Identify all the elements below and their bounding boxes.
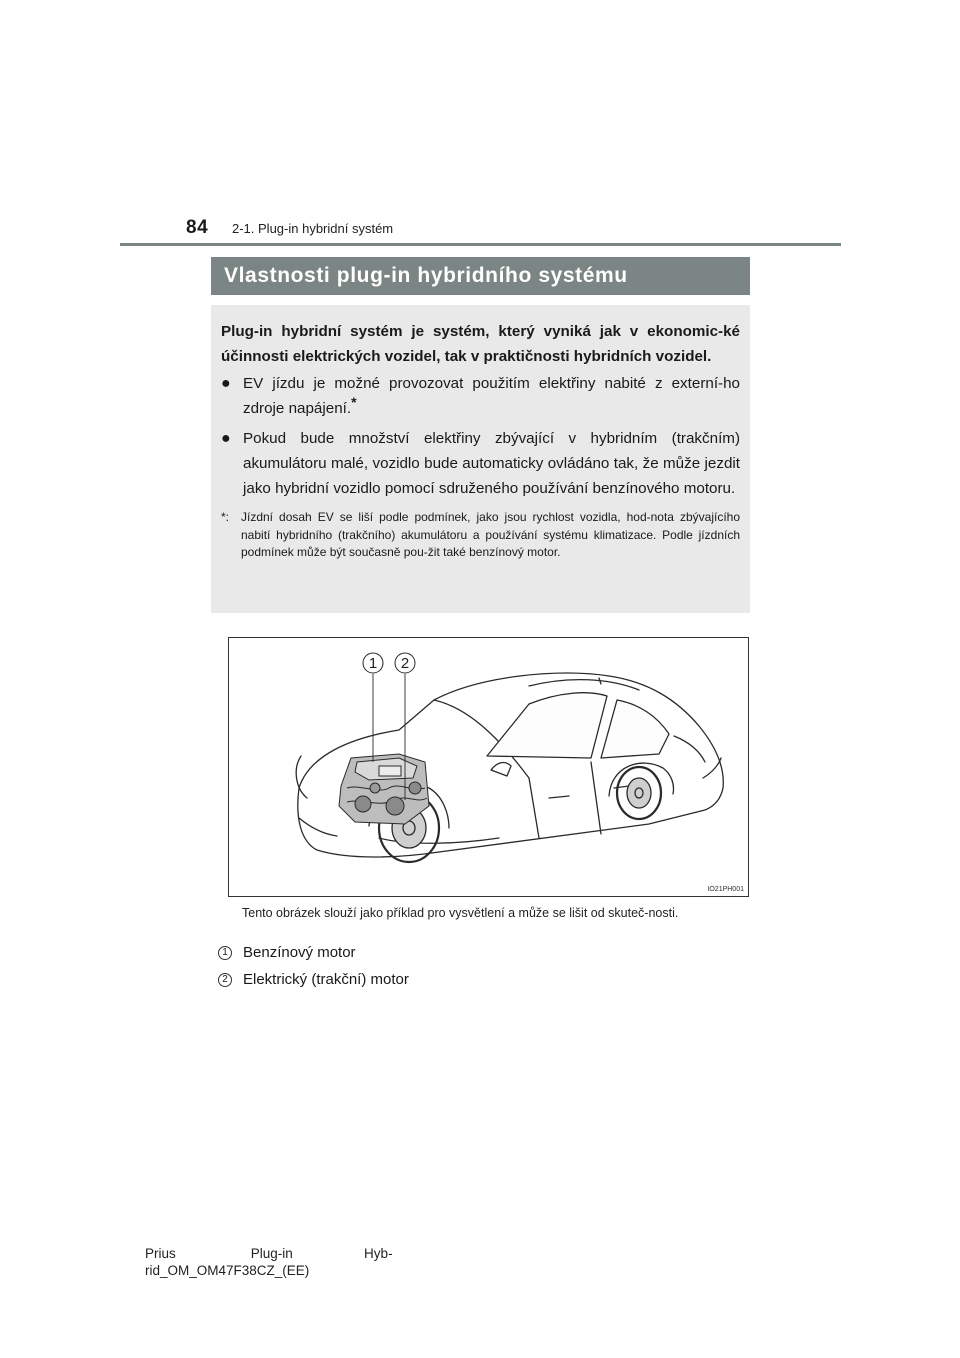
bullet-dot-icon: ● bbox=[221, 375, 231, 392]
callout-markers bbox=[363, 653, 415, 673]
callout-1: 1 bbox=[368, 655, 378, 672]
legend-item-1 bbox=[218, 944, 356, 961]
car-illustration bbox=[229, 638, 748, 896]
legend-label: Elektrický (trakční) motor bbox=[243, 971, 409, 988]
figure-caption: Tento obrázek slouží jako příklad pro vysvětlení a může se lišit od skuteč-nosti. bbox=[242, 906, 679, 920]
callout-2: 2 bbox=[400, 655, 410, 672]
intro-text: Plug-in hybridní systém je systém, který vyniká jak v ekonomic-ké účinnosti elektrických vozidel, tak v praktičnosti hybridních vozidel. bbox=[221, 323, 740, 365]
bullet-item bbox=[221, 426, 740, 501]
footnote bbox=[221, 509, 740, 562]
bullet-dot-icon: ● bbox=[221, 430, 231, 447]
bullet-text: EV jízdu je možné provozovat použitím elektřiny nabité z externí-ho zdroje napájení. bbox=[243, 375, 740, 417]
header-rule bbox=[120, 243, 841, 246]
running-header: 2-1. Plug-in hybridní systém bbox=[232, 221, 394, 236]
footer-model-code: Prius Plug-in Hyb- rid_OM_OM47F38CZ_(EE) bbox=[145, 1246, 393, 1278]
bullet-text: Pokud bude množství elektřiny zbývající v hybridním (trakčním) akumulátoru malé, vozidlo bude automaticky ovládáno tak, že může jezdit jako hybridní vozidlo pomocí sdruženého používání benzínového motoru. bbox=[243, 430, 740, 497]
footnote-text: Jízdní dosah EV se liší podle podmínek, jako jsou rychlost vozidla, hod-nota zbývajícího nabití hybridního (trakčního) akumulátoru a používání systému klimatizace. Podle jízdních podmínek může být současně pou-žit také benzínový motor. bbox=[241, 510, 740, 559]
footnote-mark: *: bbox=[221, 510, 230, 524]
legend-number-badge: 2 bbox=[218, 973, 232, 987]
legend-number-badge: 1 bbox=[218, 946, 232, 960]
footnote-reference: * bbox=[351, 394, 357, 410]
info-box bbox=[211, 305, 750, 613]
bullet-item bbox=[221, 371, 740, 421]
page-number: 84 bbox=[186, 217, 209, 238]
legend-label: Benzínový motor bbox=[243, 944, 356, 961]
engine-block bbox=[339, 754, 429, 824]
legend-item-2 bbox=[218, 971, 409, 988]
car-illustration-figure bbox=[228, 637, 749, 897]
section-title: Vlastnosti plug-in hybridního systému bbox=[211, 257, 750, 295]
figure-code: IO21PH001 bbox=[707, 886, 744, 893]
